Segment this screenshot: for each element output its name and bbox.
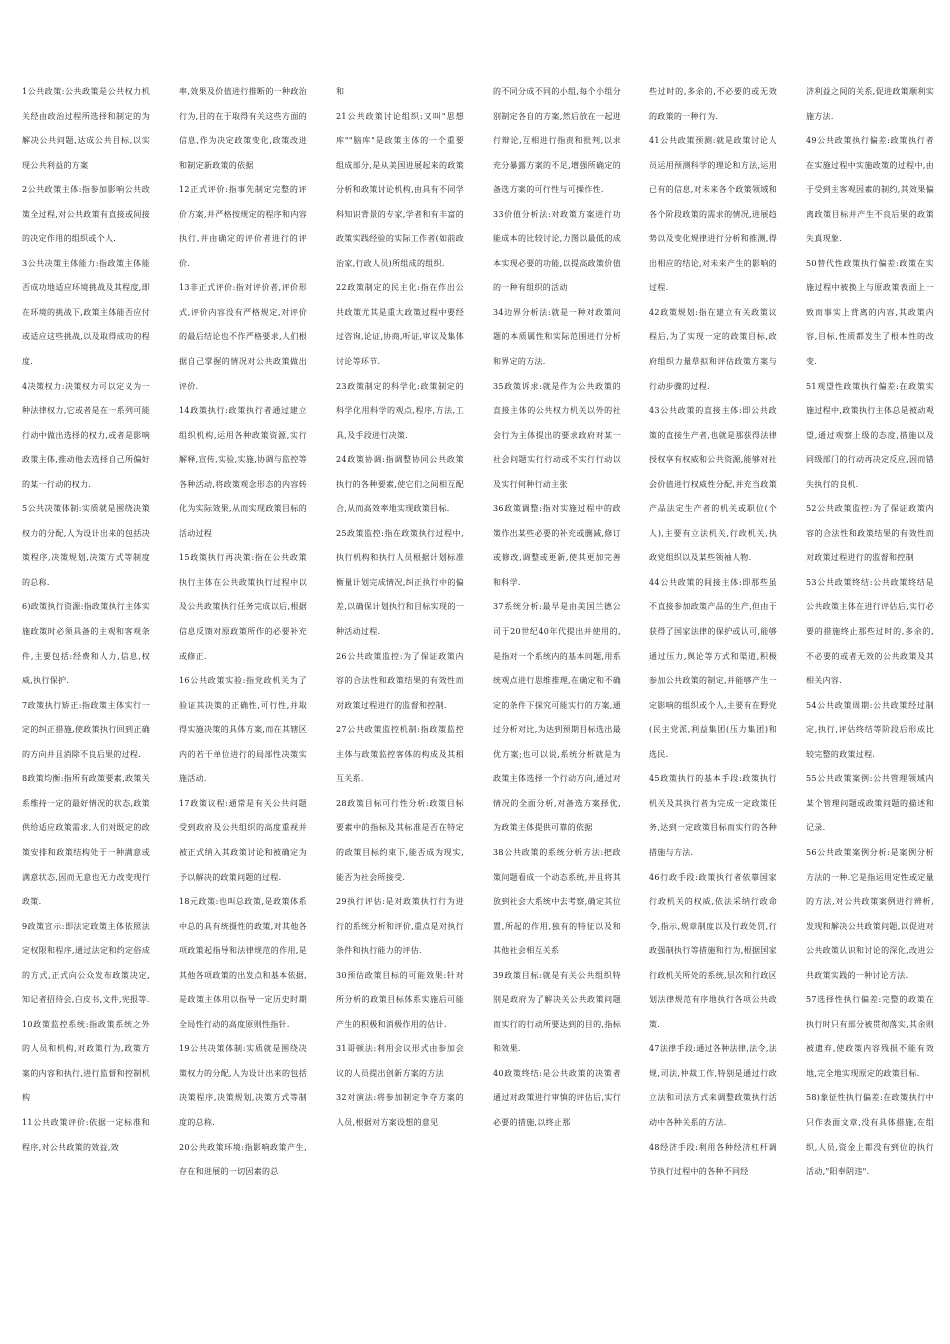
text-column-1 [22,80,150,1310]
definition-paragraph: 10政策监控系统:指政策系统之外的人员和机构,对政策行为,政策方案的内容和执行,进行监督和控制机构 [22,1019,150,1103]
definition-paragraph: 34边界分析法:就是一种对政策问题的本质属性和实际范围进行分析和界定的方法. [493,307,621,367]
definition-paragraph: 44公共政策的间接主体:即那些虽不直接参加政策产品的生产,但由于获得了国家法律的保护或认可,能够通过压力,舆论等方式和渠道,积极参加公共政策的制定,并能够产生一定影响的组织或个人,主要有在野党(民主党派,利益集团(压力集团)和选民. [649,577,777,759]
definition-paragraph: 28政策目标可行性分析:政策目标要素中的指标及其标准是否在特定的政策目标约束下,能否成为现实,能否为社会所接受. [336,798,464,882]
definition-paragraph: 56公共政策案例分析:是案例分析方法的一种.它是指运用定性或定量的方法,对公共政策案例进行辨析,发现和解决公共政策问题,以促进对公共政策认识和讨论的深化,改进公共政策实践的一种讨论方法. [806,847,934,980]
definition-paragraph: 40政策终结:是公共政策的决策者通过对政策进行审慎的评估后,实行必要的措施,以终止那 [493,1068,621,1127]
text-column-4 [493,80,621,1310]
definition-paragraph: 53公共政策终结:公共政策终结是公共政策主体在进行评估后,实行必要的措施终止那些过时的,多余的,不必要的或者无效的公共政策及其相关内容. [806,577,934,686]
definition-paragraph: 55公共政策案例:公共管理领域内某个管理问题或政策问题的描述和记录. [806,774,934,833]
text-column-3 [336,80,464,1310]
definition-paragraph: 43公共政策的直接主体:即公共政策的直接生产者,也就是那获得法律授权享有权威和公共资源,能够对社会价值进行权威性分配,并充当政策产品法定生产者的机关或职位(个人),主要有立法机关,行政机关,执政党组织以及某些领袖人物. [649,406,777,563]
definition-paragraph: 35政策诉求:就是作为公共政策的直接主体的公共权力机关以外的社会行为主体提出的要求政府对某一社会问题实行行动或不实行行动以及实行何种行动主张 [493,381,621,489]
definition-paragraph: 37系统分析:最早是由美国兰德公司于20世纪40年代提出并使用的,是指对一个系统内的基本问题,用系统观点进行思维推理,在确定和不确定的条件下探究可能实行的方案,通过分析对比,为达到预期目标选出最优方案;也可以说,系统分析就是为政策主体选择一个行动方向,通过对情况的全面分析,对备选方案择优,为政策主体提供可靠的依据 [493,602,621,833]
definition-paragraph: 46行政手段:政策执行者依靠国家行政机关的权威,依法采纳行政命令,指示,规章制度以及行政处罚,行政强制执行等措施和行为,根据国家行政机关所处的系统,层次和行政区划法律规范有序地执行各项公共政策. [649,872,777,1029]
definition-paragraph: 济利益之间的关系,促进政策顺利实施方法. [806,87,934,121]
definition-paragraph: 25政策监控:指在政策执行过程中,执行机构和执行人员根据计划标准衡量计划完成情况,纠正执行中的偏差,以确保计划执行和目标实现的一种活动过程. [336,528,464,637]
definition-paragraph: 21公共政策讨论组织:又叫"思想库""脑库"是政策主体的一个重要组成部分,是从美国进展起来的政策分析和政策讨论机构,由具有不同学科知识背景的专家,学者和有丰富的政策实践经验的实际工作者(如前政治家,行政人员)所组成的组织. [336,111,464,268]
definition-paragraph: 和 [336,87,345,96]
definition-paragraph: 27公共政策监控机制:指政策监控主体与政策监控客体的构成及其相互关系. [336,725,464,784]
definition-paragraph: 8政策均衡:指所有政策要素,政策关系维持一定的最好情况的状态,政策供给适应政策需求,人们对既定的政策安排和政策结构处于一种满意或满意状态,因而无意也无力改变现行政策. [22,774,150,907]
definition-paragraph: 51观望性政策执行偏差:在政策实施过程中,政策执行主体总是被动观望,通过观察上级的态度,措施以及同级部门的行动再决定反应,因而错失执行的良机. [806,381,934,489]
definition-paragraph: 30预估政策目标的可能效果:针对所分析的政策目标体系实施后可能产生的积极和消极作用的估计. [336,970,464,1029]
definition-paragraph: 52公共政策监控:为了保证政策内容的合法性和政策结果的有效性而对政策过程进行的监督和控制 [806,504,934,563]
definition-paragraph: 3公共决策主体能力:指政策主体能否成功地适应环境挑战及其程度,即在环境的挑战下,政策主体能否应付或适应这些挑战,以及取得成功的程度. [22,258,150,367]
definition-paragraph: 36政策调整:指对实施过程中的政策作出某些必要的补充或删减,修订或修改,调整或更新,使其更加完善和科学. [493,504,621,587]
definition-paragraph: 19公共决策体制:实质就是围绕决策权力的分配,人为设计出来的包括决策程序,决策规划,决策方式等制度的总称. [179,1044,307,1127]
document-page [22,0,934,1344]
definition-paragraph: 13非正式评价:指对评价者,评价形式,评价内容没有严格规定,对评价的最后结论也不作严格要求,人们根据自己掌握的情况对公共政策做出评价. [179,283,307,391]
definition-paragraph: 38公共政策的系统分析方法:把政策问题看成一个动态系统,并且将其放到社会大系统中去考察,确定其位置,所起的作用,独有的特征以及和其他社会相互关系 [493,847,621,956]
definition-paragraph: 49公共政策执行偏差:政策执行者在实施过程中实施政策的过程中,由于受到主客观因素的制约,其效果偏离政策目标并产生不良后果的政策失真现象. [806,136,934,244]
definition-paragraph: 2公共政策主体:指参加影响公共政策全过程,对公共政策有直接或间接的决定作用的组织或个人. [22,185,150,244]
definition-paragraph: 31哥顿法:利用会议形式由参加会议的人员提出创新方案的方法 [336,1044,464,1078]
definition-paragraph: 16公共政策实验:指党政机关为了验证其决策的正确性,可行性,并取得实施决策的具体方案,而在其辖区内的若干单位进行的局部性决策实施活动. [179,676,307,784]
definition-paragraph: 42政策规划:指在建立有关政策议程后,为了实现一定的政策目标,政府组织力量草拟和评估政策方案与行动步骤的过程. [649,307,777,391]
definition-paragraph: 58)象征性执行偏差:在政策执行中只作表面文章,没有具体措施,在组织,人员,资金上都没有到位的执行活动,"阳奉阴违". [806,1093,934,1177]
definition-paragraph: 29执行评估:是对政策执行行为进行的系统分析和评价,重点是对执行条件和执行能力的评估. [336,897,464,956]
definition-paragraph: 的不同分成不同的小组,每个小组分别制定各自的方案,然后放在一起进行辩论,互相进行指责和批判,以求充分暴露方案的不足,增强所确定的备选方案的可行性与可操作性. [493,87,621,195]
definition-paragraph: 17政策议程:通常是有关公共问题受到政府及公共组织的高度重视并被正式纳入其政策讨论和被确定为予以解决的政策问题的过程. [179,798,307,882]
definition-paragraph: 15政策执行再决策:指在公共政策执行主体在公共政策执行过程中以及公共政策执行任务完成以后,根据信息反馈对原政策所作的必要补充或修正. [179,553,307,661]
definition-paragraph: 57选择性执行偏差:完整的政策在执行时只有部分被贯彻落实,其余则被遗弃,使政策内容残损不能有效地,完全地实现原定的政策目标. [806,995,934,1078]
definition-paragraph: 47法律手段:通过各种法律,法令,法规,司法,仲裁工作,特别是通过行政立法和司法方式来调整政策执行活动中各种关系的方法. [649,1044,777,1127]
definition-paragraph: 48经济手段:利用各种经济杠杆调节执行过程中的各种不同经 [649,1142,777,1177]
definition-paragraph: 5公共决策体制:实质就是围绕决策权力的分配,人为设计出来的包括决策程序,决策规划,决策方式等制度的总称. [22,504,150,587]
definition-paragraph: 12正式评价:指事先制定完整的评价方案,并严格按规定的程序和内容执行,并由确定的评价者进行的评价. [179,185,307,268]
definition-paragraph: 39政策目标:就是有关公共组织特别是政府为了解决关公共政策问题而实行的行动所要达到的目的,指标和效果. [493,970,621,1054]
definition-paragraph: 20公共政策环境:指影响政策产生,存在和进展的一切因素的总 [179,1142,307,1177]
definition-paragraph: 14政策执行:政策执行者通过建立组织机构,运用各种政策资源,实行解释,宣传,实验,实施,协调与监控等各种活动,将政策观念形态的内容转化为实际效果,从而实现政策目标的活动过程 [179,406,307,538]
definition-paragraph: 45政策执行的基本手段:政策执行机关及其执行者为完成一定政策任务,达到一定政策目标而实行的各种措施与方法. [649,774,777,857]
definition-paragraph: 1公共政策:公共政策是公共权力机关经由政治过程所选择和制定的为解决公共问题,达成公共目标,以实现公共利益的方案 [22,87,150,170]
definition-paragraph: 54公共政策周期:公共政策经过制定,执行,评估终结等阶段后形成比较完整的政策过程. [806,700,934,759]
definition-paragraph: 41公共政策预测:就是政策讨论人员运用预测科学的理论和方法,运用已有的信息,对未来各个政策领域和各个阶段政策的需求的情况,进展趋势以及变化规律进行分析和推测,得出相应的结论,对未来产生的影响的过程. [649,136,777,293]
definition-paragraph: 6)政策执行资源:指政策执行主体实施政策时必须具备的主观和客观条件,主要包括:经费和人力,信息,权威,执行保护. [22,602,150,686]
text-column-5 [649,80,777,1310]
definition-paragraph: 32对演法:将参加制定争夺方案的人员,根据对方案设想的意见 [336,1093,464,1127]
definition-paragraph: 11公共政策评价:依据一定标准和程序,对公共政策的效益,效 [22,1117,150,1152]
definition-paragraph: 22政策制定的民主化:指在作出公共政策尤其是重大政策过程中要经过咨询,论证,协商,听证,审议及集体讨论等环节. [336,283,464,367]
definition-paragraph: 23政策制定的科学化:政策制定的科学化用科学的观点,程序,方法,工具,及手段进行决策. [336,381,464,440]
text-column-6 [806,80,934,1310]
definition-paragraph: 24政策协调:指调整协同公共政策执行的各种要素,使它们之间相互配合,从而高效率地实现政策目标. [336,455,464,514]
definition-paragraph: 7政策执行矫正:指政策主体实行一定的纠正措施,使政策执行回到正确的方向并且消除不良后果的过程. [22,700,150,759]
definition-paragraph: 26公共政策监控:为了保证政策内容的合法性和政策结果的有效性而对政策过程进行的监督和控制. [336,651,464,710]
definition-paragraph: 4决策权力:决策权力可以定义为一种法律权力,它或者是在一系列可能行动中做出选择的权力,或者是影响政策主体,推动他去选择自己所偏好的某一行动的权力. [22,381,150,489]
definition-paragraph: 18元政策:也叫总政策,是政策体系中总的具有统摄性的政策,对其他各项政策起指导和法律规范的作用,是其他各项政策的出发点和基本依据,是政策主体用以指导一定历史时期全局性行动的高度原则性指针. [179,897,307,1029]
definition-paragraph: 些过时的,多余的,不必要的或无效的政策的一种行为. [649,87,777,121]
text-column-2 [179,80,307,1310]
definition-paragraph: 50替代性政策执行偏差:政策在实施过程中被换上与原政策表面上一致而事实上背离的内容,其政策内容,目标,性质都发生了根本性的改变. [806,258,934,367]
definition-paragraph: 9政策宣示:即法定政策主体依照法定权限和程序,通过法定和约定俗成的方式,正式向公众发布政策决定,知记者招待会,白皮书,文件,宪报等. [22,921,150,1005]
definition-paragraph: 33价值分析法:对政策方案进行功能成本的比较讨论,力图以最低的成本实现必要的功能,以提高政策价值的一种有组织的活动 [493,209,621,293]
definition-paragraph: 率,效果及价值进行推断的一种政治行为,目的在于取得有关这些方面的信息,作为决定政策变化,政策改进和制定新政策的依据 [179,87,307,170]
